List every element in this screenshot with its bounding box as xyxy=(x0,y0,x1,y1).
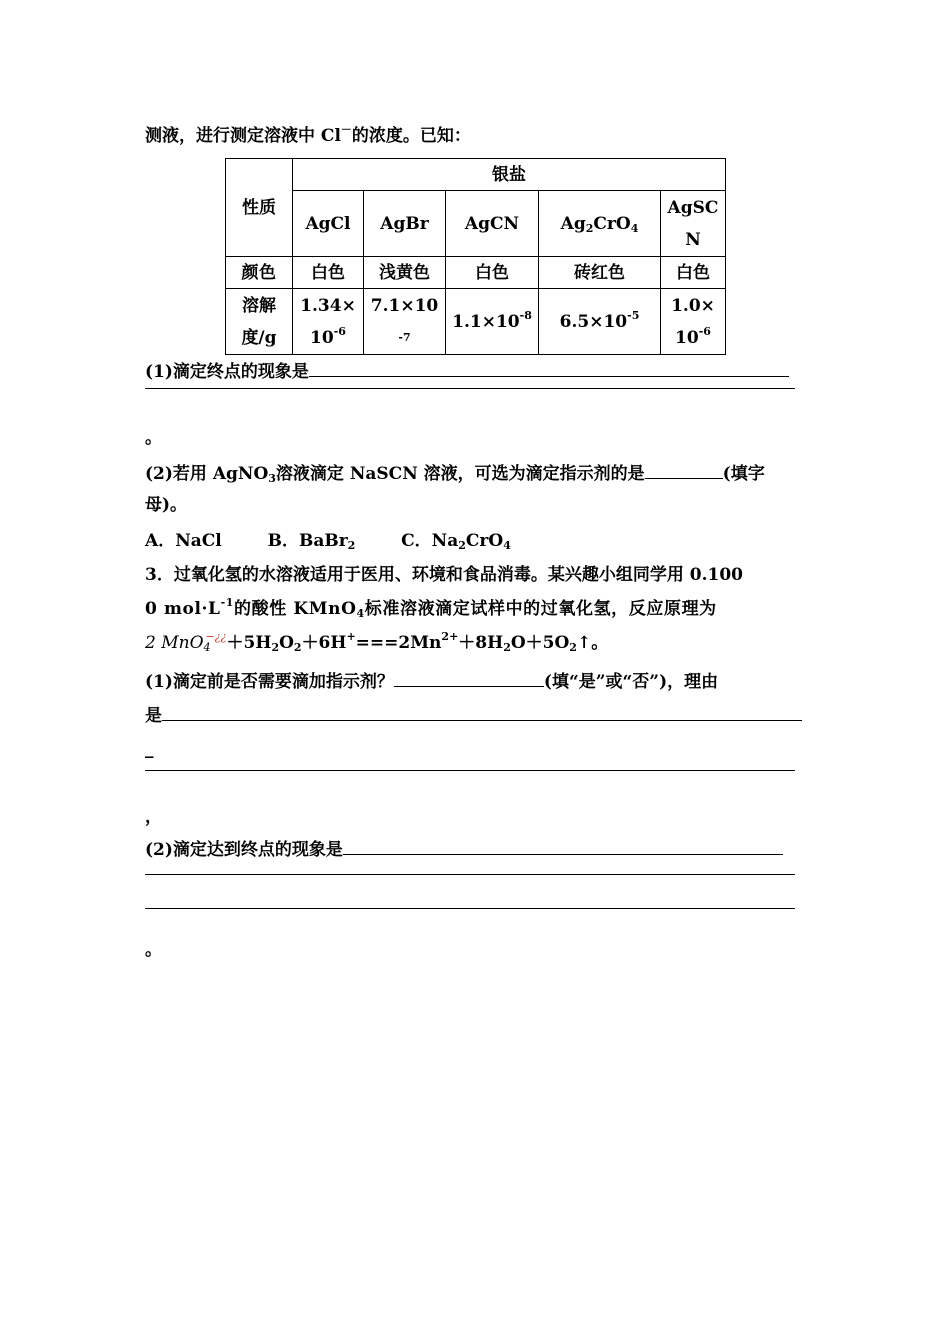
solubility-ag2cro4: $6.5\times 10^{-5}$ xyxy=(539,289,661,355)
answer-blank-q3-1-reason-line1[interactable] xyxy=(162,702,802,721)
group-header-silver-salt: 银盐 xyxy=(293,159,726,191)
color-agscn: 白色 xyxy=(661,257,726,289)
answer-blank-q3-1-reason-line2[interactable] xyxy=(145,770,795,771)
option-row xyxy=(145,529,511,553)
row-label-color: 颜色 xyxy=(226,257,293,289)
solubility-agcl: 1.34× $10^{-6}$ xyxy=(293,289,364,355)
salt-agcl: AgCl xyxy=(293,191,364,257)
color-agcn: 白色 xyxy=(446,257,539,289)
question-2-line1: (2)若用 AgNO$_3$溶液滴定 NaSCN 溶液，可选为滴定指示剂的是 (填字 xyxy=(145,460,765,486)
question-3-1-line1: (1)滴定前是否需要滴加指示剂？ (填“是”或“否”)，理由 xyxy=(145,668,718,694)
salt-agbr: AgBr xyxy=(364,191,446,257)
question-2-line2: 母)。 xyxy=(145,495,188,515)
answer-blank-q1-line2[interactable] xyxy=(145,388,795,389)
answer-blank-q2[interactable] xyxy=(645,460,723,479)
silver-salt-table xyxy=(225,158,726,355)
solubility-agscn: 1.0× $10^{-6}$ xyxy=(661,289,726,355)
q1-end-mark: 。 xyxy=(145,428,162,448)
salt-agscn: AgSC N xyxy=(661,191,726,257)
answer-blank-q3-2-line3[interactable] xyxy=(145,908,795,909)
problem-3-line2: 0 $mol\cdot L^{-1}$的酸性 KMnO$_4$标准溶液滴定试样中的过氧化氢，反应原理为 xyxy=(145,596,717,620)
color-ag2cro4: 砖红色 xyxy=(539,257,661,289)
color-agcl: 白色 xyxy=(293,257,364,289)
salt-ag2cro4: $Ag_2CrO_4$ xyxy=(539,191,661,257)
question-3-2: (2)滴定达到终点的现象是 xyxy=(145,836,783,862)
color-agbr: 浅黄色 xyxy=(364,257,446,289)
solubility-agcn: $1.1\times 10^{-8}$ xyxy=(446,289,539,355)
option-a[interactable]: A．NaCl xyxy=(145,531,222,551)
question-1: (1)滴定终点的现象是 xyxy=(145,358,789,384)
answer-blank-q1-line1[interactable] xyxy=(309,358,789,377)
problem-3-line1: 3．过氧化氢的水溶液适用于医用、环境和食品消毒。某兴趣小组同学用 0.100 xyxy=(145,565,743,585)
answer-blank-q3-2-line1[interactable] xyxy=(343,836,783,855)
q3-1-comma: ， xyxy=(145,807,162,827)
option-b[interactable]: B．BaBr$_2$ xyxy=(267,531,356,552)
q3-1-dash: _ xyxy=(145,739,154,759)
solubility-agbr: 7.1×10 -7 xyxy=(364,289,446,355)
row-label-solubility: 溶解 度/g xyxy=(226,289,293,355)
answer-blank-q3-2-line2[interactable] xyxy=(145,874,795,875)
question-3-1-line2: 是 xyxy=(145,702,802,728)
intro-line: 测液，进行测定溶液中 Cl－的浓度。已知： xyxy=(145,123,471,146)
reaction-equation: 2 $MnO_4^{-¿¿}+5H_2O_2+6H^+===2Mn^{2+}+8H_2O+5O_2↑$。 xyxy=(145,630,609,654)
salt-agcn: AgCN xyxy=(446,191,539,257)
q3-2-end-mark: 。 xyxy=(145,940,162,960)
row-header-property: 性质 xyxy=(226,159,293,257)
answer-blank-q3-1-yesno[interactable] xyxy=(394,668,544,687)
option-c[interactable]: C．$Na_2CrO_4$ xyxy=(401,531,511,552)
